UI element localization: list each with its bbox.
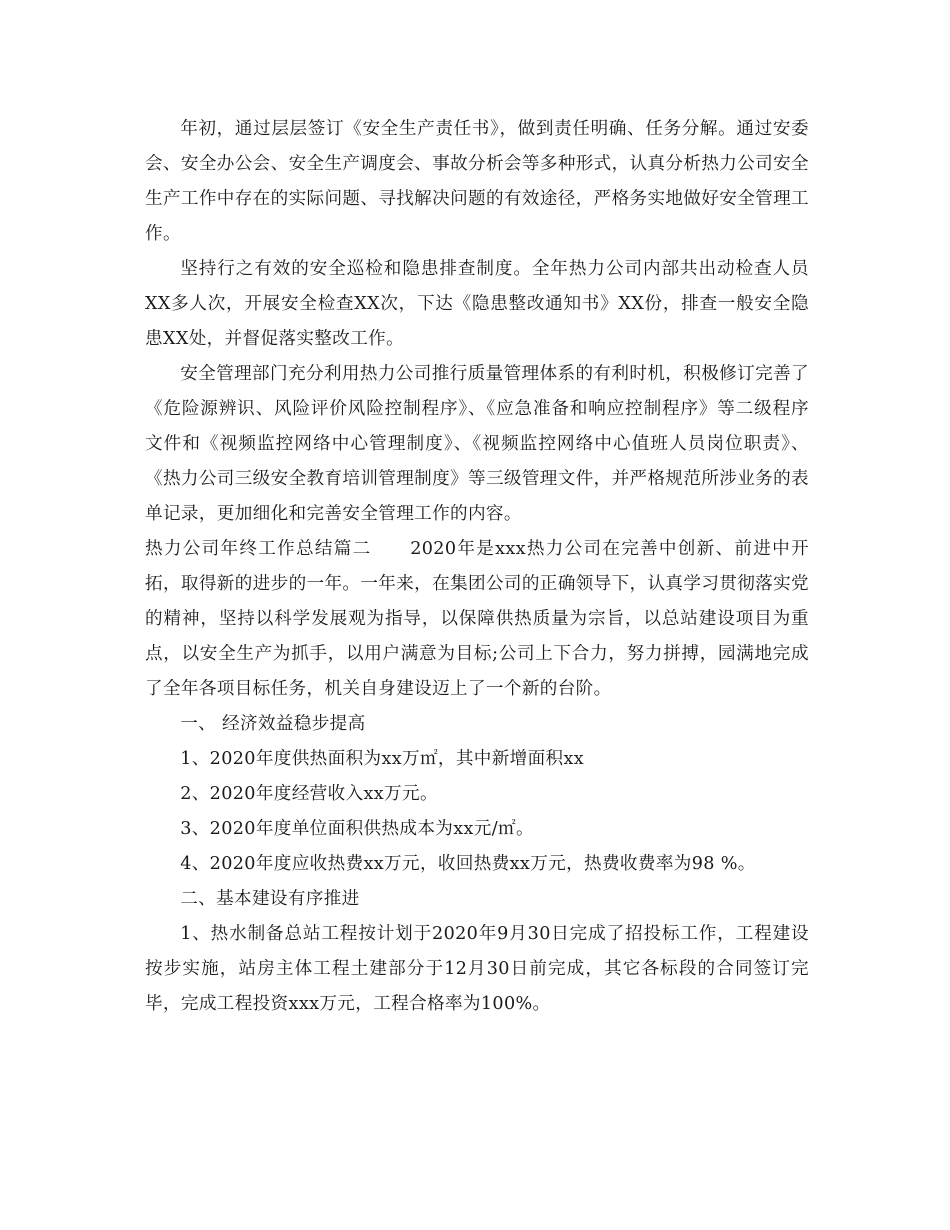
paragraph-safety-responsibility: 年初，通过层层签订《安全生产责任书》，做到责任明确、任务分解。通过安委会、安全办公会、安全生产调度会、事故分析会等多种形式，认真分析热力公司安全生产工作中存在的实际问题、寻找解决问题的有效途径，严格务实地做好安全管理工作。 xyxy=(145,119,809,244)
section-intro-text: 2020年是xxx热力公司在完善中创新、前进中开拓，取得新的进步的一年。一年来，在集团公司的正确领导下，认真学习贯彻落实党的精神，坚持以科学发展观为指导，以保障供热质量为宗旨，以总站建设项目为重点，以安全生产为抓手，以用户满意为目标;公司上下合力，努力拼搏，园满地完成了全年各项目标任务，机关自身建设迈上了一个新的台阶。 xyxy=(145,539,809,699)
heading-infrastructure: 二、基本建设有序推进 xyxy=(180,889,360,909)
list-item-unit-cost: 3、2020年度单位面积供热成本为xx元/㎡。 xyxy=(180,819,534,839)
heading-economic-benefits: 一、 经济效益稳步提高 xyxy=(180,714,366,734)
list-item-fee-collection: 4、2020年度应收热费xx万元，收回热费xx万元，热费收费率为98 %。 xyxy=(180,854,756,874)
list-item-operating-income: 2、2020年度经营收入xx万元。 xyxy=(180,784,438,804)
paragraph-inspection-system: 坚持行之有效的安全巡检和隐患排查制度。全年热力公司内部共出动检查人员XX多人次，开展安全检查XX次，下达《隐患整改通知书》XX份，排查一般安全隐患XX处，并督促落实整改工作。 xyxy=(145,259,809,349)
paragraph-management-documents: 安全管理部门充分利用热力公司推行质量管理体系的有利时机，积极修订完善了《危险源辨识、风险评价风险控制程序》、《应急准备和响应控制程序》等二级程序文件和《视频监控网络中心管理制度》、《视频监控网络中心值班人员岗位职责》、《热力公司三级安全教育培训管理制度》等三级管理文件，并严格规范所涉业务的表单记录，更加细化和完善安全管理工作的内容。 xyxy=(145,364,809,524)
section-title: 热力公司年终工作总结篇二 xyxy=(145,539,372,559)
document-body xyxy=(145,112,809,1022)
list-item-heating-area: 1、2020年度供热面积为xx万㎡，其中新增面积xx xyxy=(180,749,585,769)
paragraph-station-construction: 1、热水制备总站工程按计划于2020年9月30日完成了招投标工作，工程建设按步实施，站房主体工程土建部分于12月30日前完成，其它各标段的合同签订完毕，完成工程投资xxx万元，工程合格率为100%。 xyxy=(145,924,809,1014)
paragraph-part-two-intro xyxy=(145,532,809,707)
